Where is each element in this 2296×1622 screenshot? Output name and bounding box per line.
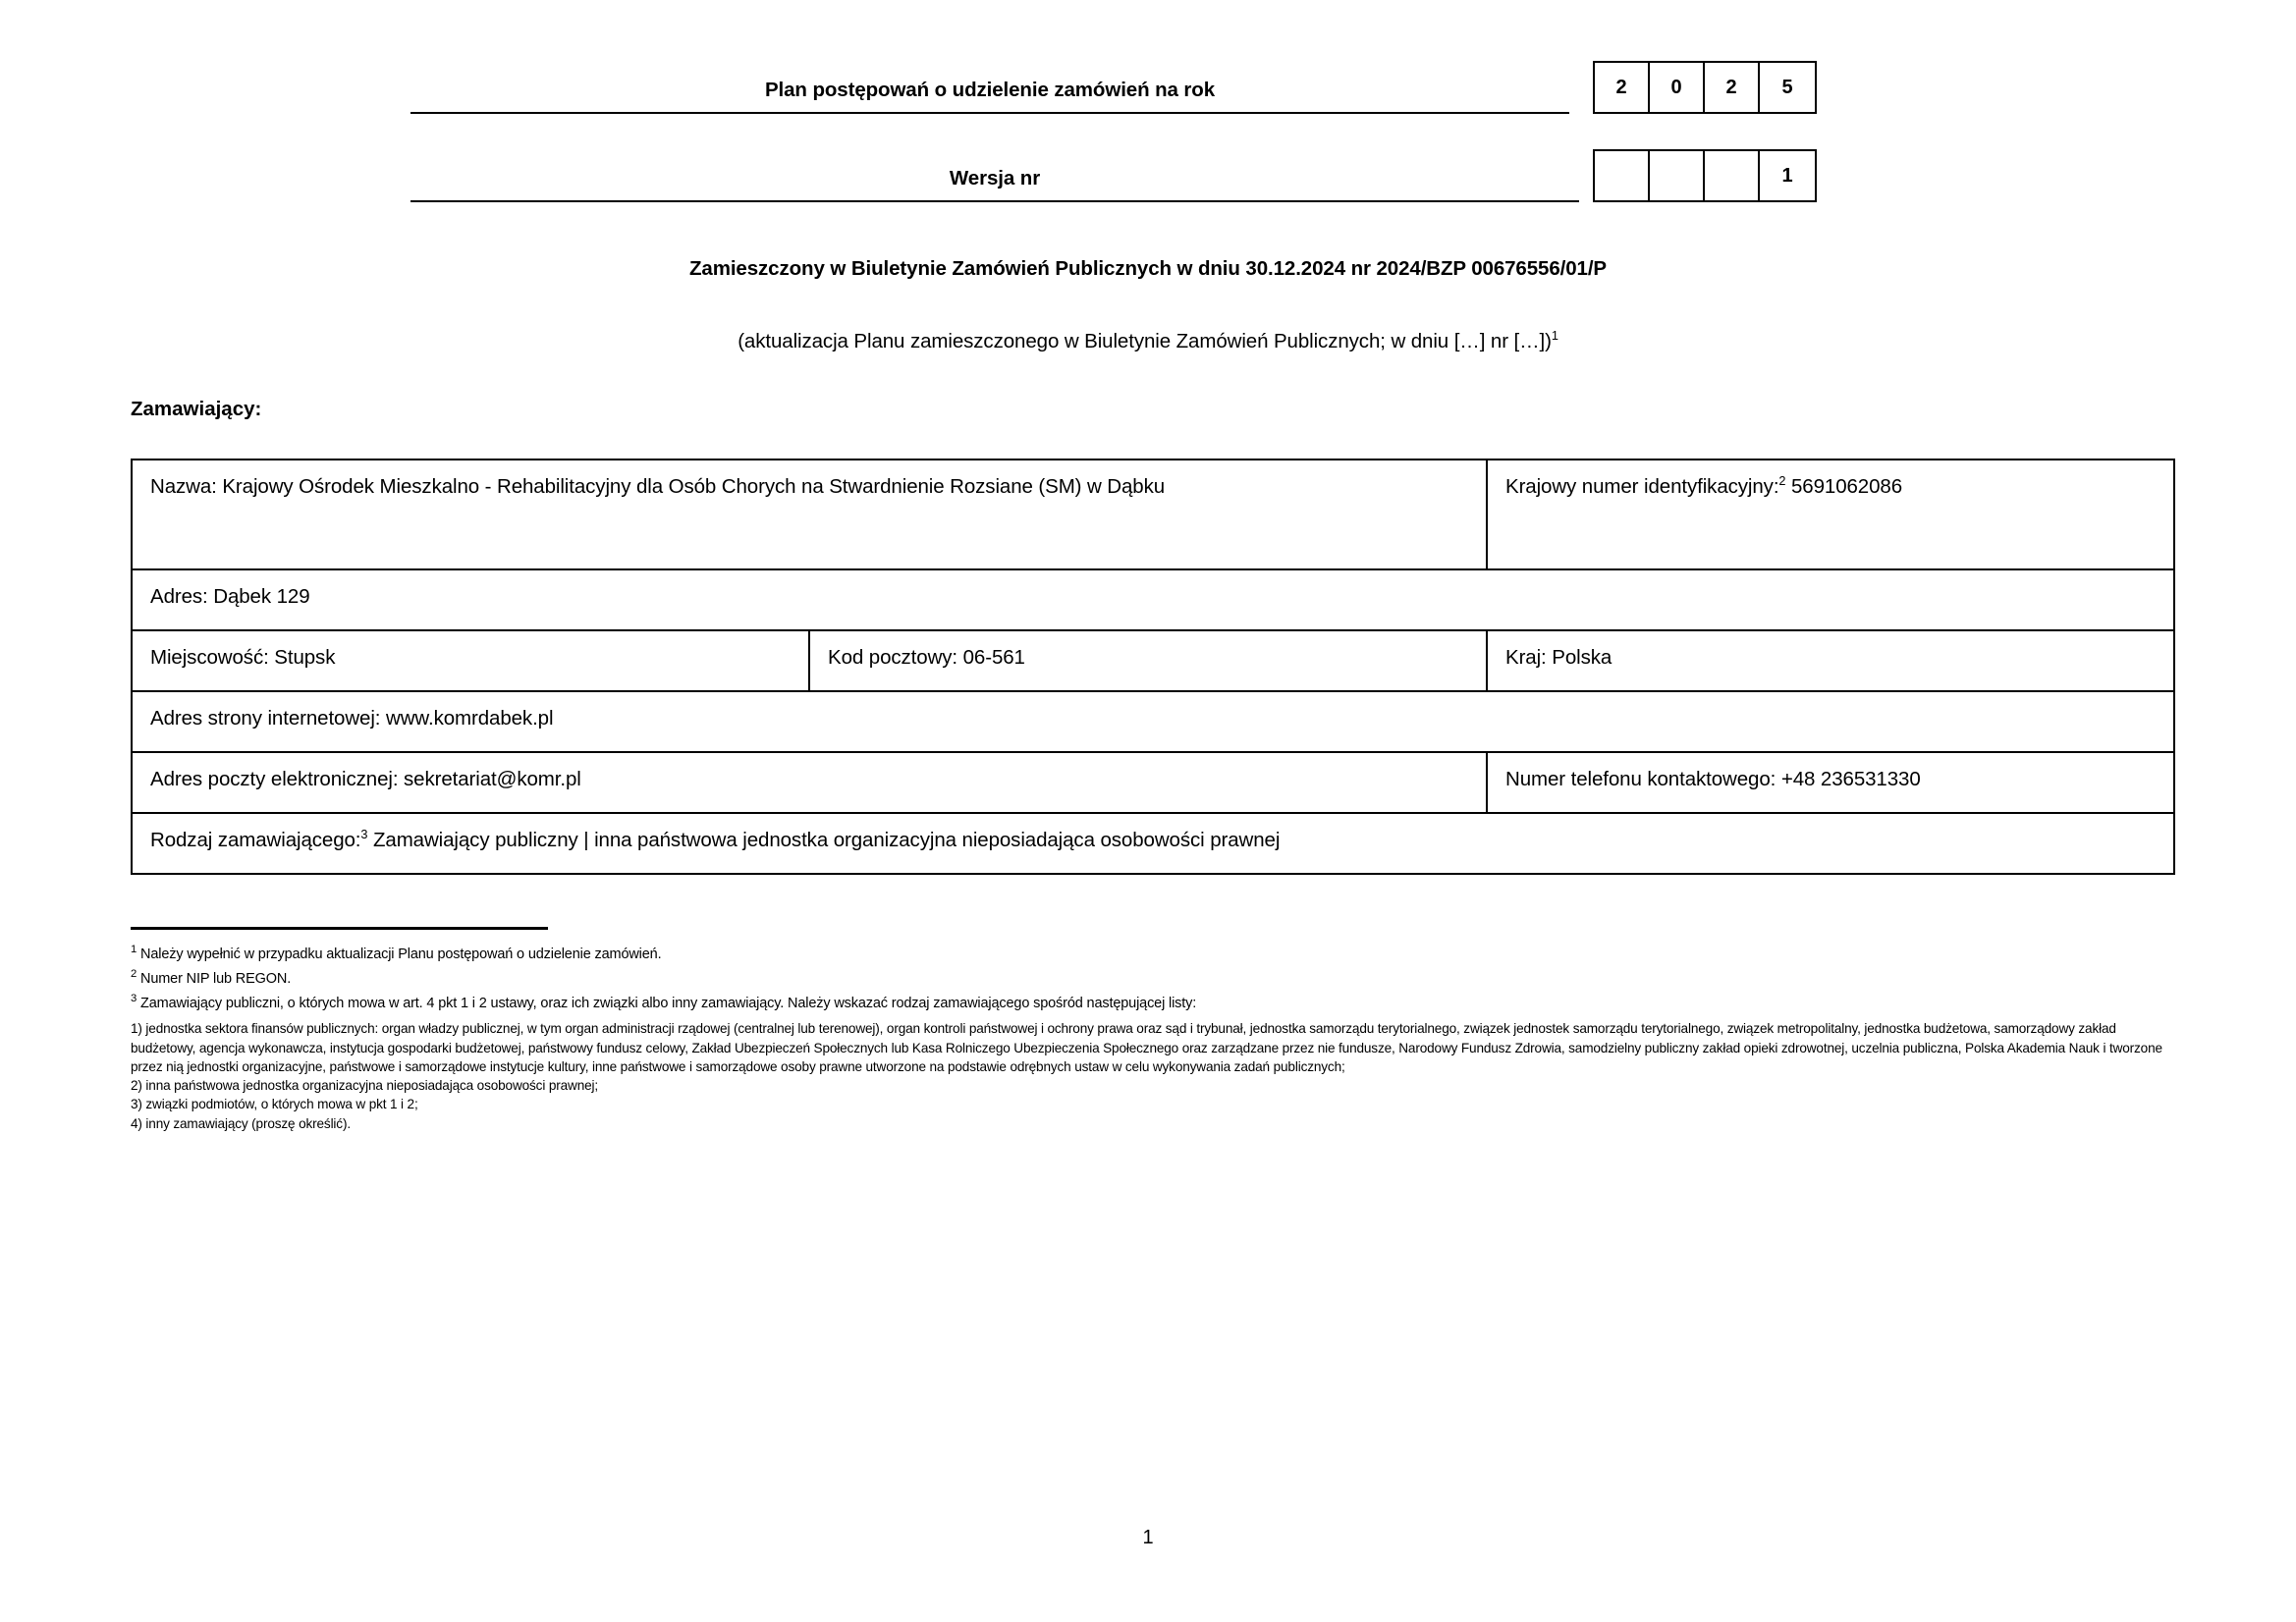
table-row-contact	[132, 752, 2174, 813]
year-digit-3: 2	[1705, 63, 1760, 112]
footnote-3-item-4: 4) inny zamawiający (proszę określić).	[131, 1115, 351, 1131]
update-line-text: (aktualizacja Planu zamieszczonego w Biuletynie Zamówień Publicznych; w dniu […] nr […])	[738, 330, 1552, 352]
footnote-1	[131, 945, 2183, 966]
header-version-row	[410, 149, 1884, 202]
identifier-value: 5691062086	[1785, 475, 1902, 498]
table-row-website	[132, 691, 2174, 752]
contracting-authority-label: Zamawiający:	[131, 398, 262, 420]
update-line-footnote-marker: 1	[1551, 328, 1558, 344]
version-boxes	[1593, 149, 1817, 202]
year-digit-1: 2	[1595, 63, 1650, 112]
authority-country-cell: Kraj: Polska	[1487, 630, 2174, 691]
footnotes-block	[131, 945, 2183, 1133]
authority-phone-cell: Numer telefonu kontaktowego: +48 236531330	[1487, 752, 2174, 813]
footnote-separator	[131, 927, 548, 930]
authority-website-cell: Adres strony internetowej: www.komrdabek.pl	[132, 691, 2174, 752]
version-digit-2	[1650, 151, 1705, 200]
authority-email-cell: Adres poczty elektronicznej: sekretariat@komr.pl	[132, 752, 1487, 813]
version-digit-4: 1	[1781, 164, 1793, 187]
year-digit-4: 5	[1781, 76, 1793, 98]
published-line: Zamieszczony w Biuletynie Zamówień Publicznych w dniu 30.12.2024 nr 2024/BZP 00676556/01/P	[688, 257, 1608, 280]
authority-postal-cell: Kod pocztowy: 06-561	[809, 630, 1487, 691]
type-label: Rodzaj zamawiającego:	[150, 829, 361, 851]
type-value: Zamawiający publiczny | inna państwowa jednostka organizacyjna nieposiadająca osobowości prawnej	[367, 829, 1281, 851]
table-row-name	[132, 460, 2174, 569]
table-row-address	[132, 569, 2174, 630]
footnote-3	[131, 994, 2183, 1015]
footnote-1-marker: 1	[131, 944, 137, 956]
footnote-3-marker: 3	[131, 992, 137, 1004]
type-footnote-marker: 3	[360, 827, 368, 842]
identifier-footnote-marker: 2	[1778, 473, 1786, 489]
table-row-locality	[132, 630, 2174, 691]
update-line	[0, 330, 2296, 353]
version-digit-3	[1705, 151, 1760, 200]
table-row-type	[132, 813, 2174, 874]
footnote-1-text: Należy wypełnić w przypadku aktualizacji Planu postępowań o udzielenie zamówień.	[137, 946, 662, 962]
authority-type-cell	[132, 813, 2174, 874]
version-digit-1	[1595, 151, 1650, 200]
page-title: Plan postępowań o udzielenie zamówień na rok	[764, 79, 1216, 101]
footnote-2-marker: 2	[131, 967, 137, 980]
year-boxes	[1593, 61, 1817, 114]
version-label: Wersja nr	[949, 167, 1041, 189]
authority-table	[131, 459, 2175, 875]
version-underline	[410, 200, 1579, 202]
footnote-2	[131, 969, 2183, 991]
title-underline	[410, 112, 1569, 114]
authority-city-cell: Miejscowość: Stupsk	[132, 630, 809, 691]
footnote-2-text: Numer NIP lub REGON.	[137, 970, 292, 987]
footnote-3-text: Zamawiający publiczni, o których mowa w art. 4 pkt 1 i 2 ustawy, oraz ich związki albo inny zamawiający. Należy wskazać rodzaj zamawiającego spośród następującej listy:	[137, 995, 1197, 1011]
authority-identifier-cell	[1487, 460, 2174, 569]
identifier-label: Krajowy numer identyfikacyjny:	[1505, 475, 1779, 498]
page-number: 1	[1142, 1527, 1154, 1548]
footnote-3-item-3: 3) związki podmiotów, o których mowa w pkt 1 i 2;	[131, 1097, 418, 1112]
year-digit-2: 0	[1650, 63, 1705, 112]
authority-address-cell: Adres: Dąbek 129	[132, 569, 2174, 630]
header-year-row	[410, 61, 1884, 114]
footnote-3-item-1: 1) jednostka sektora finansów publicznych: organ władzy publicznej, w tym organ administracji rządowej (centralnej lub terenowej), organ kontroli państwowej i ochrony prawa oraz sąd i trybunał, jednostka samorządu terytorialnego, związek jednostek samorządu terytorialnego, związek metropolitalny, jednostka budżetowa, samorządowy zakład budżetowy, agencja wykonawcza, instytucja gospodarki budżetowej, państwowy fundusz celowy, Zakład Ubezpieczeń Społecznych lub Kasa Rolniczego Ubezpieczenia Społecznego oraz zarządzane przez nie fundusze, Narodowy Fundusz Zdrowia, samodzielny publiczny zakład opieki zdrowotnej, uczelnia publiczna, Polska Akademia Nauk i tworzone przez nią jednostki organizacyjne, państwowe i samorządowe instytucje kultury, inne państwowe i samorządowe osoby prawne utworzone na podstawie odrębnych ustaw w celu wykonywania zadań publicznych;	[131, 1021, 2162, 1074]
footnote-3-item-2: 2) inna państwowa jednostka organizacyjna nieposiadająca osobowości prawnej;	[131, 1078, 599, 1094]
authority-name-cell: Nazwa: Krajowy Ośrodek Mieszkalno - Rehabilitacyjny dla Osób Chorych na Stwardnienie Rozsiane (SM) w Dąbku	[132, 460, 1487, 569]
